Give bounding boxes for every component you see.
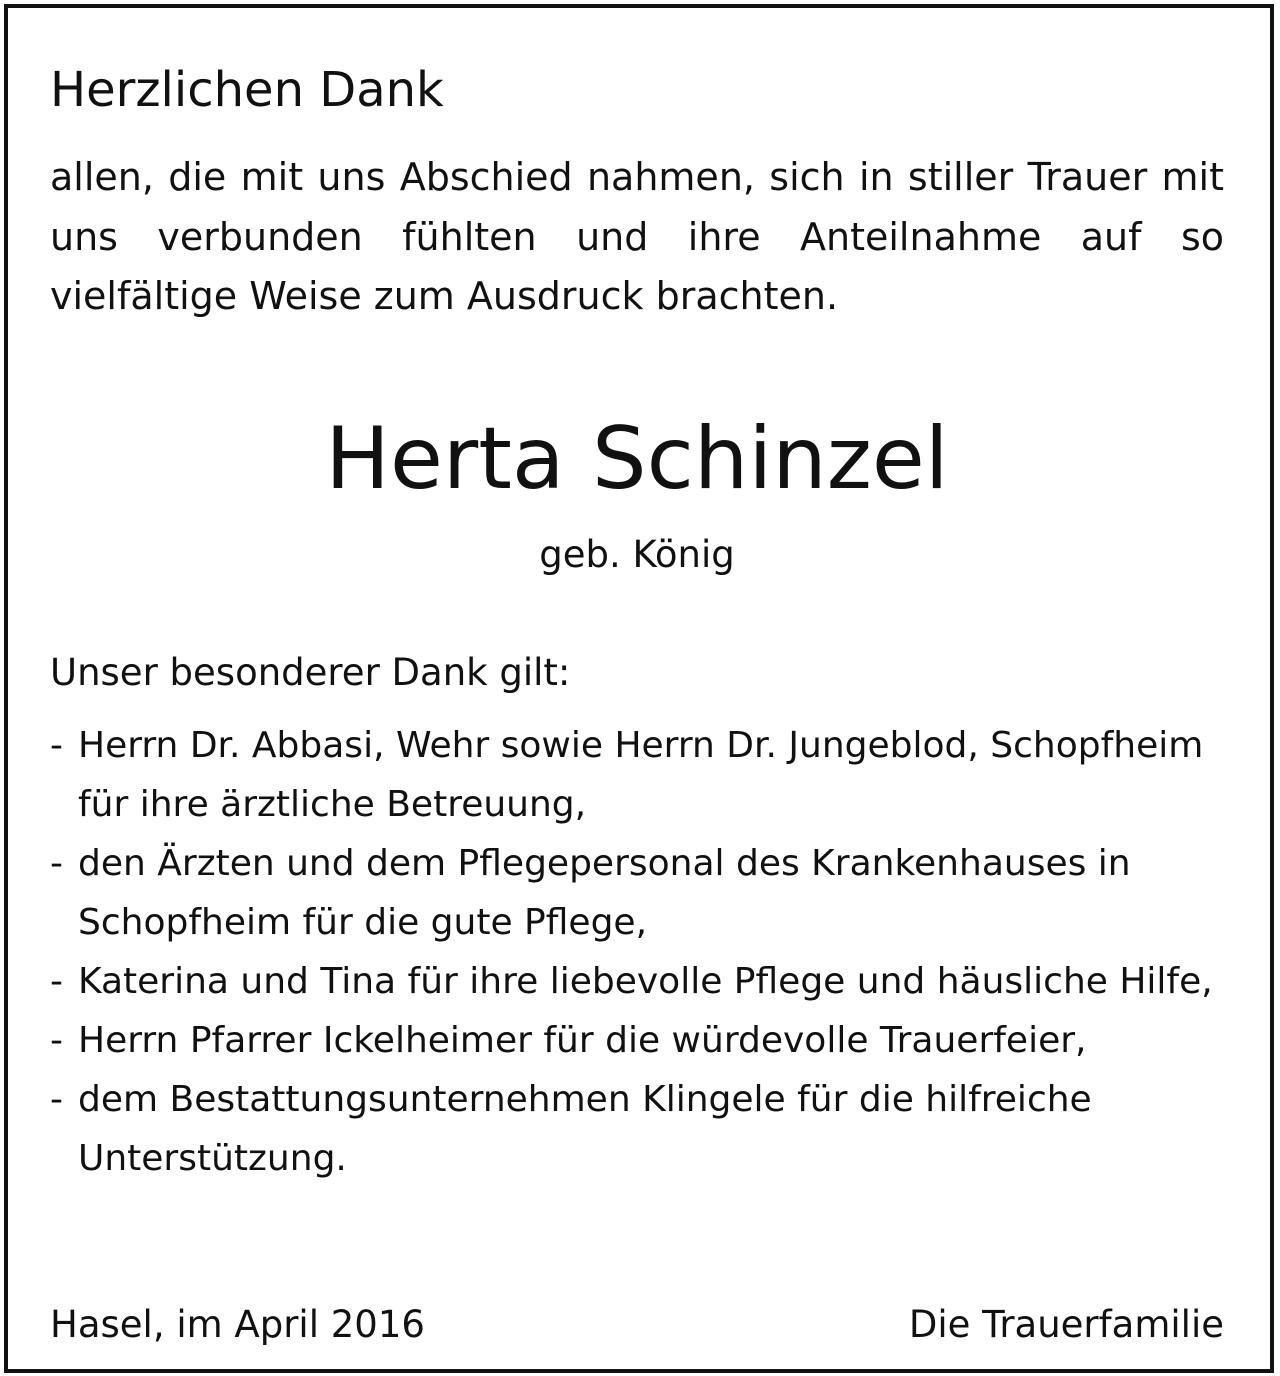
deceased-name: Herta Schinzel	[325, 409, 949, 509]
list-dash: -	[50, 961, 63, 1002]
signature: Die Trauerfamilie	[908, 1303, 1224, 1346]
list-item	[50, 834, 1224, 952]
thanks-list	[50, 716, 1224, 1188]
list-item-text: Herrn Pfarrer Ickelheimer für die würdevolle Trauerfeier,	[78, 1020, 1087, 1061]
list-item-text: Herrn Dr. Abbasi, Wehr sowie Herrn Dr. Jungeblod, Schopfheim für ihre ärztliche Betreuung,	[78, 725, 1204, 825]
list-item-text: den Ärzten und dem Pflegepersonal des Krankenhauses in Schopfheim für die gute Pflege,	[78, 843, 1131, 943]
list-item	[50, 716, 1224, 834]
list-dash: -	[50, 1079, 63, 1120]
list-item	[50, 1011, 1224, 1070]
notice-frame	[4, 4, 1274, 1373]
list-item-text: Katerina und Tina für ihre liebevolle Pflege und häusliche Hilfe,	[78, 961, 1213, 1002]
list-item-text: dem Bestattungsunternehmen Klingele für die hilfreiche Unterstützung.	[78, 1079, 1092, 1179]
thanks-heading: Unser besonderer Dank gilt:	[50, 651, 571, 694]
notice-heading: Herzlichen Dank	[50, 62, 444, 118]
list-dash: -	[50, 1020, 63, 1061]
list-item	[50, 952, 1224, 1011]
place-date: Hasel, im April 2016	[50, 1303, 425, 1346]
intro-paragraph: allen, die mit uns Abschied nahmen, sich in stiller Trauer mit uns verbunden fühlten und ihre Anteilnahme auf so vielfältige Weise zum Ausdruck brachten.	[50, 155, 1224, 318]
list-item	[50, 1070, 1224, 1188]
maiden-name: geb. König	[539, 533, 735, 576]
list-dash: -	[50, 843, 63, 884]
list-dash: -	[50, 725, 63, 766]
